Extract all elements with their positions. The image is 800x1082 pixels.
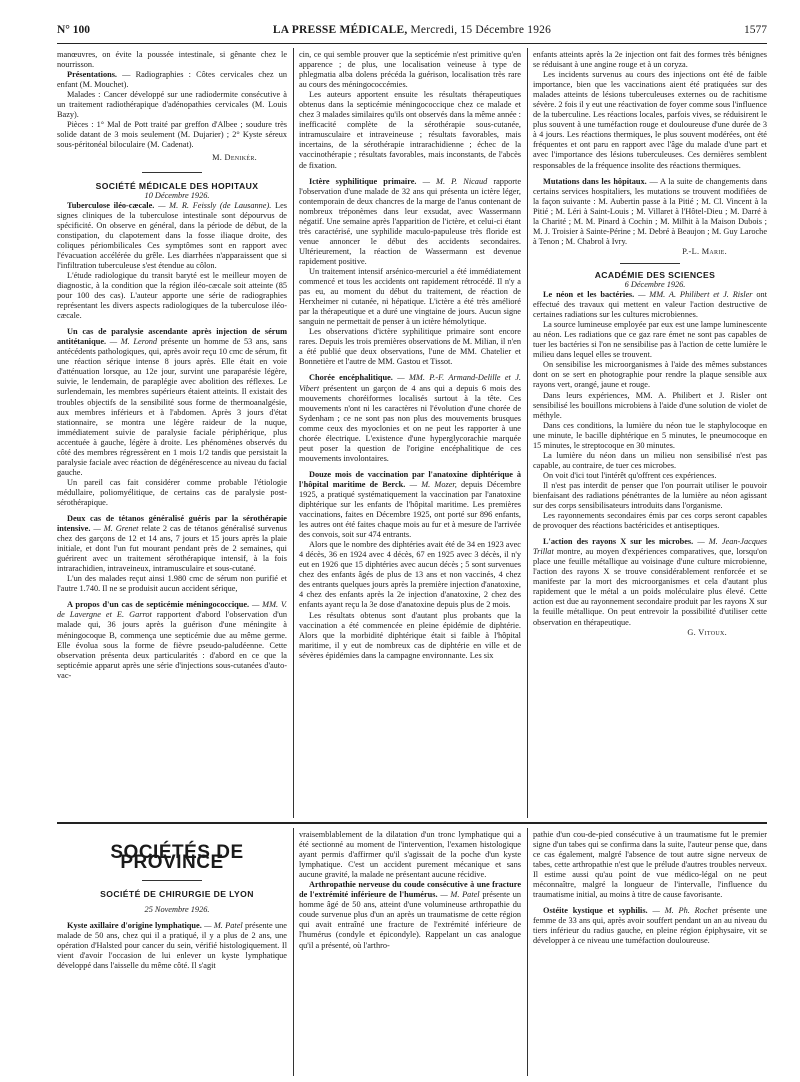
bottom-section-rule [57,822,767,824]
article-author: — M. Patel [204,921,243,931]
article [533,906,767,946]
page-header [57,24,767,40]
lyon-date: 25 Novembre 1926. [144,905,210,915]
journal-title-line [57,24,767,36]
section-rule [142,880,202,881]
paragraph: Les incidents survenus au cours des injections ont été de faible importance, bien que les vaccinations aient été pratiquées sur des malades atteints de lésions tuberculeuses externes ou de rachitisme sévère. 2 fois il y eut une réactivation de foyer comme sous l'influence de la tuberculine. Les réactions locales, parfois vives, se réduisirent le plus souvent à une tuméfaction rouge et douloureuse d'une durée de 3 à 4 jours. Les réactions thermiques, le plus souvent modérées, ont été fréquentes et ont paru en rapport avec l'âge du malade d'une part et avec l'importance des lésions tuberculeuses. Ces dernières semblent responsables de la fréquence insolite des réactions thermiques. [533,70,767,170]
paragraph: Les résultats obtenus sont d'autant plus probants que la vaccination a été commencée en pleine épidémie de diphtérie. Alors que la morbidité diphtérique était si faible à l'hôpital maritime, il y eut de nombreux cas de diphtérie en ville et de sévères épidémies dans la campagne environnante. Les six [299,610,521,660]
article-text: depuis Décembre 1925, a pratiqué systématiquement la vaccination par l'anatoxine diphtérique sur les enfants de l'hôpital maritime. Les premières vaccinations, faites en Décembre 1925, ont porté sur 896 enfants, les autres ont été faites chaque mois au fur et à mesure de l'arrivée des convois, soit sur 474 entrants. [299,479,521,540]
paragraph: Un pareil cas fait considérer comme probable l'étiologie médullaire, poliomyélitique, de certains cas de paralysie post-sérothérapique. [57,477,287,507]
society-date: 10 Décembre 1926. [144,190,210,200]
provinces-title: SOCIÉTÉS DE PROVINCE [110,842,244,874]
article-title: Mutations dans les hôpitaux. [543,176,647,186]
article-title: Douze mois de vaccination par l'anatoxine diphtérique à l'hôpital maritime de Berck. [299,469,521,489]
column-2 [299,50,521,661]
paragraph: La lumière du néon dans un milieu non sensibilisé n'est pas capable, au contraire, de tuer ces microbes. [533,450,767,470]
paragraph: La source lumineuse employée par eux est une lampe luminescente au néon. Les radiations que ce gaz rare émet ne sont pas capables de tuer les bactéries si l'on ne sensibilise pas à l'action de cette lumière le milieu dans lequel elles se trouvent. [533,320,767,360]
column-1 [57,50,287,681]
article-author: — MM. P.-F. Armand-Delille et J. Vibert [299,373,521,393]
academy-date: 6 Décembre 1926. [624,279,686,289]
signature: G. Vitoux. [687,627,727,637]
article-text: ont effectué des travaux qui mettent en valeur l'action destructive de certaines radiations sur les cultures microbiennes. [533,290,767,320]
article [57,327,287,478]
article-title: L'action des rayons X sur les microbes. [543,537,694,547]
article-author: — M. P. Nicaud [422,176,488,186]
paragraph: pathie d'un cou-de-pied consécutive à un traumatisme fut le premier signe d'un tabes qui se confirma dans la suite, l'auteur pense que, dans ce cas également, malgré l'absence de tout autre signe nerveux de tabes, cette arthropathie n'est que le prélude d'autres troubles nerveux. Il estime aussi qu'au point de vue médico-légal on ne peut méconnaître, malgré la longueur de l'intervalle, l'influence du traumatisme initial, au moins à titre de cause favorisante. [533,830,767,900]
paragraph: On voit d'ici tout l'intérêt qu'offrent ces expériences. [543,470,717,480]
article-author: — M. Mozer, [409,479,457,489]
article [533,290,767,320]
article-author: — M. R. Feissly (de Lausanne). [158,200,272,210]
paragraph: Un traitement intensif arsénico-mercuriel a été immédiatement commencé et tous les accidents ont rapidement rétrocédé. Il n'y a pas eu, au moment du début du traitement, de réaction de Herxheimer ni cutanée, ni hépatique. L'ictère a été très amélioré par la thérapeutique et a duré une vingtaine de jours. Aucun signe sanguin ne permettait de penser à un ictère hémolytique. [299,266,521,327]
paragraph: Les auteurs apportent ensuite les résultats thérapeutiques obtenus dans la septicémie méningococcique chez ce malade et chez 3 malades similaires qu'ils ont observés dans la même année : inefficacité complète de la sérothérapie sous-cutanée, intramusculaire et intraveineuse ; résultats favorables, mais incertains, de la sérothérapie intrarachidienne ; échec de la vaccinothérapie ; résultats favorables, mais inconstants, de l'abcès de fixation. [299,90,521,170]
article [57,514,287,574]
paragraph: Dans ces conditions, la lumière du néon tue le staphylocoque en une minute, le bacille diphtérique en 5 minutes, le pneumocoque en 15 minutes, le streptocoque en 30 minutes. [533,420,767,450]
signature: P.-L. Marie. [682,246,727,256]
page-number-left: N° 100 [57,24,91,36]
paragraph: Il n'est pas interdit de penser que l'on pourrait utiliser le pouvoir bienfaisant des radiations pénétrantes de la lumière au néon agissant sur des corps sensibilisateurs introduits dans l'organisme. [533,480,767,511]
article [299,880,521,950]
item-title: Présentations. [67,70,118,80]
paragraph: On sensibilise les microorganismes à l'aide des mêmes substances dont on se sert en photographie pour rendre la plaque sensible aux rayons vert, orangé, jaune et rouge. [533,360,767,390]
article-title: A propos d'un cas de septicémie méningococcique. [67,600,250,610]
column-divider [527,828,528,1076]
page-number-right: 1577 [744,24,767,36]
issue-date: Mercredi, 15 Décembre 1926 [410,24,552,36]
bottom-column-3 [533,830,767,947]
article-author: — M. Jean-Jacques Trillat [533,537,767,557]
column-divider [527,48,528,818]
column-3 [533,50,767,638]
article-author: — M. Lerond [109,337,158,347]
section-rule [142,172,202,173]
article-author: — M. Patel [440,890,480,900]
article-author: — M. Ph. Rochet [652,906,718,916]
bottom-column-2 [299,830,521,951]
article-title: Ostéite kystique et syphilis. [543,906,648,916]
paragraph: Dans leurs expériences, MM. A. Philibert et J. Risler ont sensibilisé les bouillons microbiens à l'aide d'une solution de violet de méthyle. [533,390,767,420]
article-author: — MM. A. Philibert et J. Risler [638,290,753,300]
article-author: — MM. V. de Lavergne et E. Garrot [57,600,287,620]
article-text: présente un homme de 53 ans, sans antécédents pathologiques, qui, après avoir reçu 10 cmc de sérum, fit une réaction sérique intense 8 jours après. Elle était en voie d'atténuation lorsque, au 12e jour, survint une paraparésie légère, suivie, le lendemain, de paraplégie avec abolition des réflexes. Le surlendemain, les membres supérieurs étaient atteints. Il existait des troubles objectifs de la sensibilité sous forme de thermoanalgésie, aux membres inférieurs et à l'abdomen. Après 3 jours d'état stationnaire, se montra une légère raideur de la nuque, immédiatement suivie de paralysie faciale périphérique, plus accentuée à gauche, légère à droite. Les phénomènes observés du côté des membres régressèrent en 1 mois 1/2 tandis que persistait la paralysie faciale avec réaction de dégénérescence au niveau du facial gauche. [57,337,287,477]
article-title: Chorée encéphalitique. [309,373,393,383]
article-title: Le néon et les bactéries. [543,290,635,300]
item-text: — Radiographies : Côtes cervicales chez un enfant (M. Mouchet). [57,70,288,90]
article [299,177,521,267]
article-text: présente une femme de 33 ans qui, après avoir souffert pendant un an au niveau du tiers inférieur du radius gauche, en pleine région épiphysaire, vit se développer à ce niveau une tuméfaction douloureuse. [533,906,767,946]
paragraph: Les observations d'ictère syphilitique primaire sont encore rares. Depuis les trois premières observations de M. Milian, il n'en a été publié que deux observations, l'une de MM. Chatelier et Bonnetière et l'autre de MM. Gastou et Tissot. [299,327,521,367]
article-text: Les signes cliniques de la tuberculose intestinale sont dépourvus de spécificité. On observe en général, dans la période de début, de la constipation, du clapotement dans la fosse iliaque droite, des coliques périombilicales Ces symptômes sont en rapport avec l'évacuation accélérée du grêle. Les diarrhées n'apparaissent que si l'infiltration tuberculeuse s'est étendue au côlon. [57,200,288,270]
paragraph [57,70,287,90]
journal-title: LA PRESSE MÉDICALE, [272,24,408,36]
paragraph: enfants atteints après la 2e injection ont fait des formes très bénignes se réduisant à une angine rouge et à un coryza. [533,50,767,70]
article-title: Tuberculose iléo-cæcale. [67,200,155,210]
signature: M. Denikér. [212,153,257,163]
academy-title: ACADÉMIE DES SCIENCES [594,269,716,280]
article [57,921,287,971]
article [57,201,287,271]
article-text: montre, au moyen d'expériences comparatives, que, lorsqu'on place une feuille métallique au voisinage d'une culture microbienne, l'action des rayons X se trouve considérablement renforcée et se manifeste par la mort des microorganismes et cela d'autant plus rapidement que le métal a un poids moléculaire plus élevé. Cette action est due au rayonnement secondaire produit par les rayons X sur la feuille métallique. On peut entrevoir la possibilité d'utiliser cette observation en thérapeutique. [533,547,768,627]
article [299,470,521,540]
article-title: Arthropathie nerveuse du coude consécutive à une fracture de l'extrémité inférieure de l'humérus. [299,880,521,900]
article [533,177,767,247]
article-text: présente un homme âgé de 50 ans, atteint d'une volumineuse arthropathie du coude survenue plus d'un an après un traumatisme de cette région qui avait entraîné une fracture de l'extrémité inférieure de l'humérus (condyle et épicondyle). Rappelant un cas analogue qu'il a présenté, où l'arthro- [299,890,521,950]
article [57,600,287,680]
article-text: présentent un garçon de 4 ans qui a depuis 6 mois des mouvements choréiformes localisés surtout à la tête. Ces mouvements n'ont ni les caractères ni l'évolution d'une chorée de Sydenham ; ce ne sont pas non plus des mouvements brusques comme ceux des myoclonies et on ne peut les rapporter à une chorée électrique. L'existence d'une hyperglycorachie marquée peut poser la question de l'origine encéphalitique de ces mouvements involontaires. [299,383,521,463]
article-title: Kyste axillaire d'origine lymphatique. [67,921,202,931]
article [533,537,767,627]
bottom-column-1 [57,842,287,971]
paragraph: Malades : Cancer développé sur une radiodermite consécutive à un traitement radiothérapique d'adénopathies cervicales (M. Louis Bazy). [57,90,287,120]
article-title: Ictère syphilitique primaire. [309,176,417,186]
paragraph: cin, ce qui semble prouver que la septicémie n'est primitive qu'en apparence ; de plus, une localisation veineuse à type de phlegmatia alba dolens précéda la guérison, localisation très rare au cours des méningococcémies. [299,50,521,90]
paragraph: Alors que le nombre des diphtéries avait été de 34 en 1923 avec 4 décès, 36 en 1924 avec 4 décès, 67 en 1925 avec 3 décès, il n'y eut en 1926 que 15 diphtéries avec aucun décès ; 5 sont survenues chez des enfants âgés de plus de 13 ans et non vaccinés, 4 chez des entrants quelques jours après la première injection d'anatoxine, 4 chez des enfants après la 2e injection d'anatoxine, 2 chez des enfants ayant reçu la 3e dose d'anatoxine depuis plus de 2 mois. [299,540,521,610]
paragraph: L'un des malades reçut ainsi 1.980 cmc de sérum non purifié et l'autre 1.740. Il ne se produisit aucun accident sérique, [57,574,287,594]
article-text: présente une malade de 50 ans, chez qui il a pratiqué, il y a plus de 2 ans, une opération d'Halsted pour cancer du sein, vérifié histologiquement. Il vient d'avoir l'occasion de lui enlever un kyste lymphatique développé dans l'aisselle du même côté. Il s'agit [57,921,287,971]
paragraph: Les rayonnements secondaires émis par ces corps seront capables de provoquer des réactions bactéricides et antiseptiques. [533,511,767,531]
paragraph: vraisemblablement de la dilatation d'un tronc lymphatique qui a été sectionné au moment de l'intervention, l'examen histologique ayant permis d'affirmer qu'il s'agissait de la poche d'un kyste lymphatique. C'est un accident purement mécanique et sans aucune gravité, la malade ne présentant aucune récidive. [299,830,521,880]
column-divider [293,828,294,1076]
paragraph: Pièces : 1° Mal de Pott traité par greffon d'Albee ; soudure très solide datant de 3 mois seulement (M. Dujarier) ; 2° Kyste séreux sous-péritonéal biloculaire (M. Cadenat). [57,120,287,150]
article-text: rapportent d'abord l'observation d'un malade qui, 36 jours après la guérison d'une méningite à méningocoque B, commença une septicémie due au même germe. Elle évolua sous la forme de fièvre pseudo-paludéenne. Cette observation présenta deux particularités : d'abord en ce que la septicémie apparut après une série d'injections sous-cutanées d'auto-vac- [57,610,288,680]
article-title: Deux cas de tétanos généralisé guéris par la sérothérapie intensive. [57,514,287,534]
article-author: — M. Grenet [93,524,139,534]
article-text: — A la suite de changements dans certains services hospitaliers, les mutations se trouvent modifiées de la façon suivante : M. Aubertin passe à la Pitié ; M. Cl. Vincent à la Pitié ; M. Léri à Saint-Louis ; M. Villaret à l'Hôtel-Dieu ; M. Darré à la Charité ; M. M. Pinard à Cochin ; M. Milhit à la Maison Dubois ; M. J. Troisier à Sainte-Périne ; M. Debré à Beaujon ; M. Guy Laroche à Tenon ; M. Chabrol à Ivry. [533,176,767,246]
section-rule [620,263,680,264]
article [299,373,521,463]
article-text: relate 2 cas de tétanos généralisé survenus chez des garçons de 12 et 14 ans, 7 jours et 15 jours après la plaie initiale, et dont l'un fut mourant pendant près de 2 semaines, qui guérirent avec un traitement sérothérapique intensif, à la fois intrarachidien, intraveineux, intramusculaire et sous-cutané. [57,524,287,574]
header-rule [57,43,767,44]
article-title: Un cas de paralysie ascendante après injection de sérum antitétanique. [57,327,287,347]
article-text: rapporte l'observation d'une malade de 32 ans qui présenta un ictère léger, contemporain de deux chancres de la marge de l'anus contenant de nombreux tréponèmes dans leur exsudat, avec Wassermann négatif. Une semaine après l'apparition de l'ictère, et celui-ci étant très caractérisé, une syphilide maculo-papuleuse très floride est venue annoncer le début des accidents secondaires. Ultérieurement, la réaction de Wassermann est devenue rapidement positive. [299,176,522,266]
column-divider [293,48,294,818]
lyon-society-title: SOCIÉTÉ DE CHIRURGIE DE LYON [100,889,254,900]
paragraph: L'étude radiologique du transit baryté est le meilleur moyen de diagnostic, à la condition que la région iléo-cæcale soit atteinte (85 pour 100 des cas). L'auteur apporte une série de radiographies représentant les divers aspects radiologiques de la tuberculose iléo-cæcale. [57,270,287,321]
society-title: SOCIÉTÉ MÉDICALE DES HOPITAUX [95,180,259,191]
paragraph: manœuvres, on évite la poussée intestinale, si gênante chez le nourrisson. [57,50,287,70]
